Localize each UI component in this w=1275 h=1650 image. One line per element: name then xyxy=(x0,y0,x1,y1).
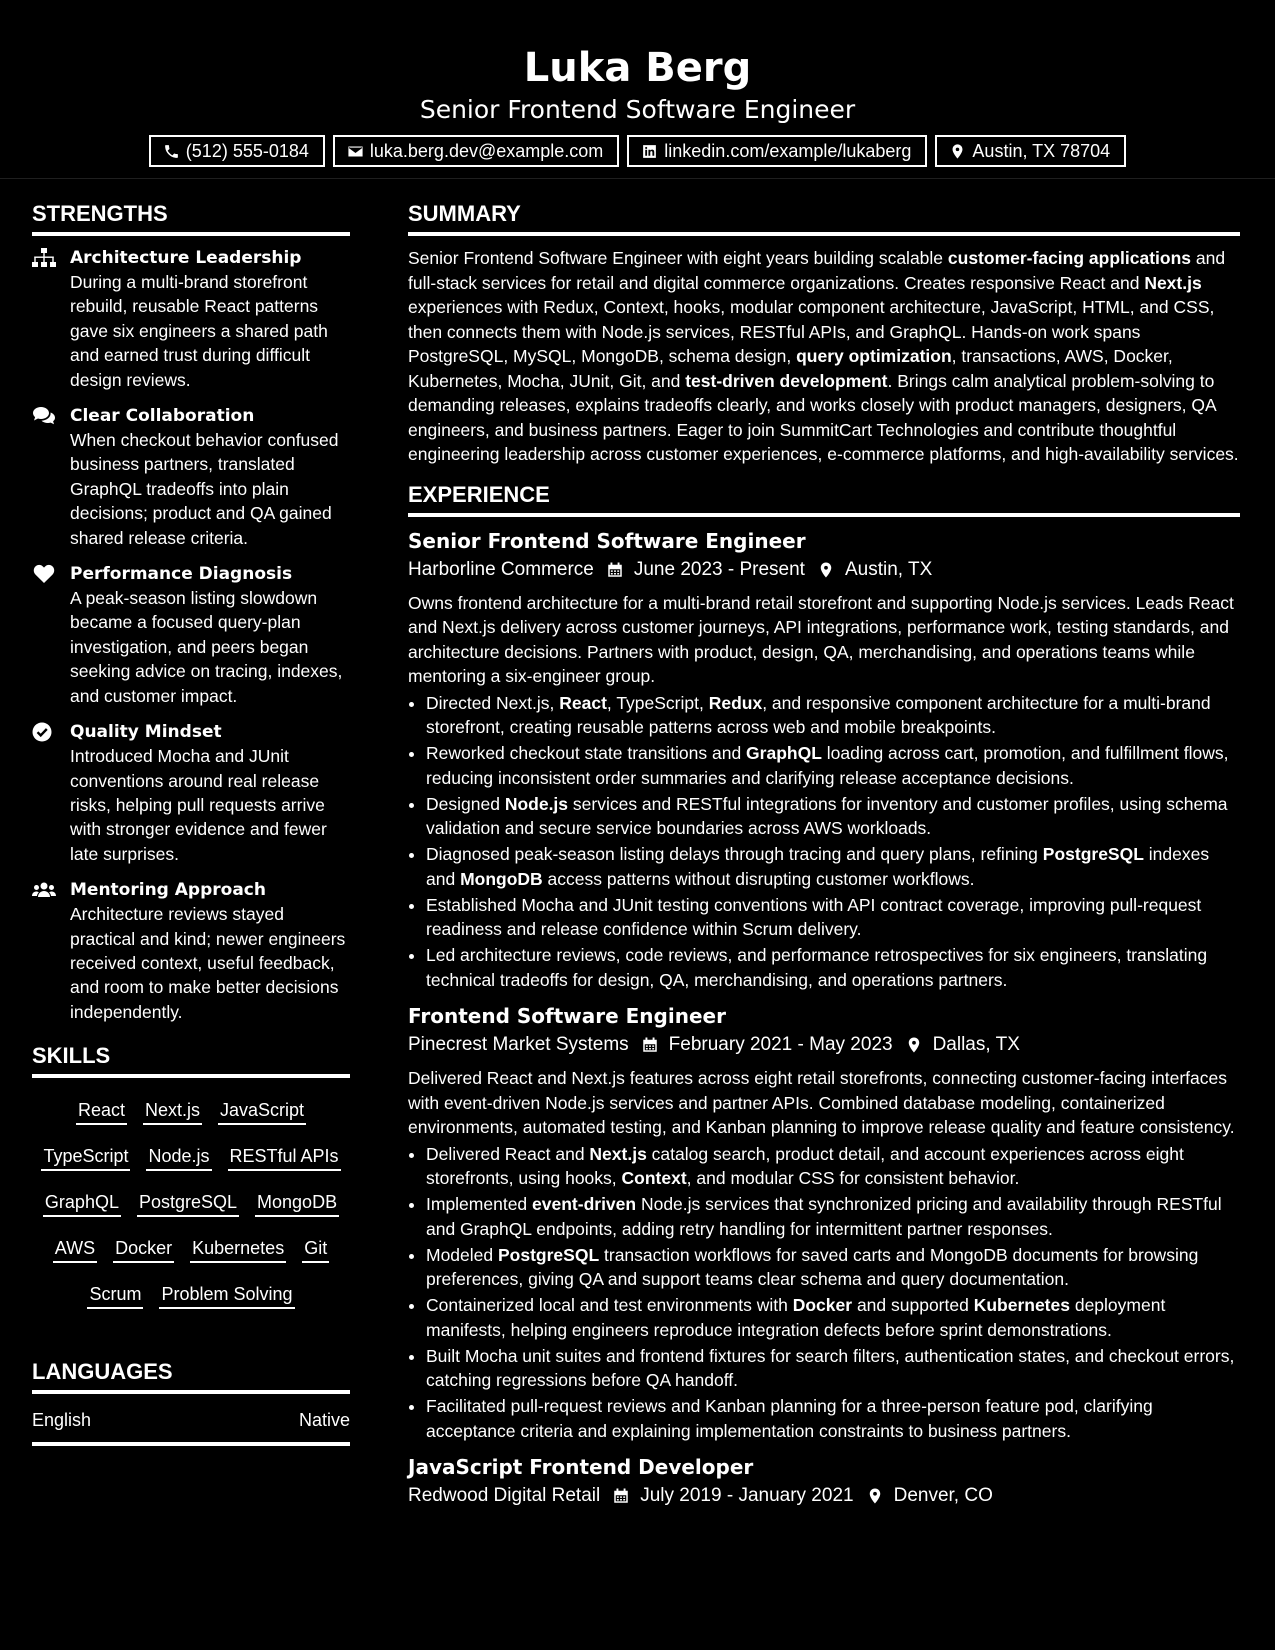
strength-item xyxy=(32,246,350,392)
text-run: Diagnosed peak-season listing delays through tracing and query plans, refining xyxy=(426,844,1043,864)
calendar-icon xyxy=(606,561,624,579)
text-run: services and RESTful integrations for inventory and customer profiles, using schema validation and secure service boundaries across AWS workloads. xyxy=(426,793,1228,838)
text-run: Delivered React and xyxy=(426,1143,590,1164)
emphasis-text: React xyxy=(559,692,607,713)
emphasis-text: PostgreSQL xyxy=(1042,844,1144,864)
job-entry xyxy=(408,527,1240,993)
heart-icon xyxy=(32,564,56,584)
emphasis-text: Next.js xyxy=(1144,272,1202,293)
language-level: Native xyxy=(298,1410,350,1431)
contact-bar xyxy=(0,135,1275,167)
job-entry xyxy=(408,1002,1240,1443)
candidate-title: Senior Frontend Software Engineer xyxy=(419,95,856,124)
contact-text: Austin, TX 78704 xyxy=(972,141,1111,161)
strength-item xyxy=(32,404,350,550)
job-location: Dallas, TX xyxy=(932,1034,1020,1055)
text-run: and supported xyxy=(852,1295,974,1315)
text-run: , and modular CSS for consistent behavior. xyxy=(686,1168,1020,1188)
text-run: , transactions, AWS, Docker, Kubernetes, Mocha, JUnit, Git, and xyxy=(408,346,1173,391)
skill-tag: Node.js xyxy=(146,1144,211,1171)
text-run: Senior Frontend Software Engineer with eight years building scalable xyxy=(408,248,948,268)
summary-heading: SUMMARY xyxy=(408,200,1240,236)
job-location: Denver, CO xyxy=(893,1485,993,1506)
job-dates: June 2023 - Present xyxy=(633,558,805,580)
strength-title: Mentoring Approach xyxy=(70,880,266,901)
text-run: , TypeScript, xyxy=(606,692,709,713)
text-run: Node.js services that synchronized pricing and availability through RESTful and GraphQL endpoints, adding retry handling for intermittent partner responses. xyxy=(426,1194,1222,1239)
language-item xyxy=(32,1408,350,1446)
emphasis-text: Docker xyxy=(792,1295,853,1315)
bullet-item xyxy=(426,691,1240,740)
map-pin-icon xyxy=(949,143,966,160)
job-description: Delivered React and Next.js features across eight retail storefronts, connecting customer-facing interfaces with event-driven Node.js services and partner APIs. Combined database modeling, containerized environments, automated testing, and Kanban planning to improve release quality and feature consistency. xyxy=(408,1068,1235,1137)
job-dates: July 2019 - January 2021 xyxy=(640,1485,854,1506)
linkedin-icon xyxy=(641,143,658,160)
text-run: access patterns without disrupting customer workflows. xyxy=(542,868,975,889)
skill-tag: GraphQL xyxy=(43,1190,121,1217)
sidebar-column xyxy=(32,200,350,1446)
emphasis-text: MongoDB xyxy=(460,868,543,889)
job-company: Redwood Digital Retail xyxy=(408,1485,601,1506)
bullet-item xyxy=(426,1293,1240,1342)
strength-title: Performance Diagnosis xyxy=(70,564,293,585)
skill-tag: TypeScript xyxy=(41,1144,130,1171)
strength-description: During a multi-brand storefront rebuild, reusable React patterns gave six engineers a shared path and earned trust during difficult design reviews. xyxy=(70,272,328,390)
strength-title: Architecture Leadership xyxy=(70,248,302,268)
emphasis-text: Context xyxy=(621,1168,687,1188)
emphasis-text: test-driven development xyxy=(685,370,888,391)
skill-tag: PostgreSQL xyxy=(137,1190,239,1217)
skill-tag: Scrum xyxy=(87,1282,143,1309)
text-run: transaction workflows for saved carts and MongoDB documents for browsing preferences, giving QA and support teams clear schema and query documentation. xyxy=(426,1244,1199,1289)
bullet-item xyxy=(426,1344,1240,1393)
emphasis-text: PostgreSQL xyxy=(498,1244,600,1265)
strength-title: Quality Mindset xyxy=(70,722,222,743)
skills-heading: SKILLS xyxy=(32,1042,350,1078)
summary-text xyxy=(408,246,1240,467)
languages-heading: LANGUAGES xyxy=(32,1358,350,1394)
job-dates: February 2021 - May 2023 xyxy=(668,1034,893,1055)
job-title: JavaScript Frontend Developer xyxy=(408,1455,754,1479)
text-run: indexes and xyxy=(426,844,1210,889)
strength-description: When checkout behavior confused business partners, translated GraphQL tradeoffs into plain decisions; product and QA gained shared release criteria. xyxy=(70,430,339,548)
text-run: Facilitated pull-request reviews and Kanban planning for a three-person feature pod, clarifying acceptance criteria and explaining implementation constraints to business partners. xyxy=(426,1396,1153,1441)
job-company: Harborline Commerce xyxy=(408,558,594,580)
text-run: experiences with Redux, Context, hooks, modular component architecture, JavaScript, HTML, and CSS, then connects them with Node.js services, RESTful APIs, and GraphQL. Hands-on work spans PostgreSQL, MySQL, MongoDB, schema design, xyxy=(408,297,1215,366)
strength-item xyxy=(32,878,350,1024)
job-company: Pinecrest Market Systems xyxy=(408,1034,629,1055)
job-meta xyxy=(408,1481,1240,1511)
skill-tag: RESTful APIs xyxy=(228,1144,341,1171)
job-description: Owns frontend architecture for a multi-brand retail storefront and supporting Node.js services. Leads React and Next.js delivery across customer journeys, API integrations, performance work, testing standards, and architecture decisions. Partners with product, design, QA, merchandising, and operations teams while mentoring a six-engineer group. xyxy=(408,592,1234,686)
text-run: Designed xyxy=(426,793,505,814)
bullet-item xyxy=(426,1243,1240,1292)
main-column xyxy=(408,200,1240,1521)
contact-text: (512) 555-0184 xyxy=(185,141,309,161)
contact-location[interactable] xyxy=(935,135,1126,167)
skill-tag: Next.js xyxy=(143,1098,202,1125)
language-name: English xyxy=(32,1410,92,1431)
experience-heading: EXPERIENCE xyxy=(408,481,1240,517)
text-run: Reworked checkout state transitions and xyxy=(426,743,747,763)
text-run: Built Mocha unit suites and frontend fixtures for search filters, authentication states, and checkout errors, catching regressions before QA handoff. xyxy=(426,1345,1235,1390)
contact-text: luka.berg.dev@example.com xyxy=(369,141,604,161)
strength-description: Architecture reviews stayed practical and kind; newer engineers received context, useful feedback, and room to make better decisions independently. xyxy=(70,904,346,1022)
map-pin-icon xyxy=(817,561,835,579)
candidate-name: Luka Berg xyxy=(523,45,752,91)
strength-description: A peak-season listing slowdown became a focused query-plan investigation, and peers began seeking advice on tracing, indexes, and customer impact. xyxy=(70,588,343,706)
phone-icon xyxy=(163,143,180,160)
bullet-item xyxy=(426,792,1240,841)
text-run: catalog search, product detail, and account experiences across eight storefronts, using hooks, xyxy=(426,1143,1184,1188)
envelope-icon xyxy=(347,143,364,160)
calendar-icon xyxy=(612,1487,630,1505)
contact-phone[interactable] xyxy=(149,135,325,167)
bullet-item xyxy=(426,842,1240,891)
job-entry xyxy=(408,1453,1240,1511)
text-run: Led architecture reviews, code reviews, and performance retrospectives for six engineers, translating technical tradeoffs for design, QA, merchandising, and operations partners. xyxy=(426,945,1208,990)
text-run: Directed Next.js, xyxy=(426,692,560,713)
skills-list xyxy=(32,1088,350,1318)
strength-description: Introduced Mocha and JUnit conventions around real release risks, helping pull requests arrive with stronger evidence and fewer late surprises. xyxy=(70,746,327,864)
emphasis-text: Next.js xyxy=(589,1143,647,1164)
resume-header xyxy=(0,0,1275,179)
map-pin-icon xyxy=(905,1036,923,1054)
calendar-icon xyxy=(641,1036,659,1054)
text-run: loading across cart, promotion, and fulfillment flows, reducing inconsistent order summaries and clarifying release acceptance decisions. xyxy=(426,743,1229,788)
text-run: , and responsive component architecture for a multi-brand storefront, creating reusable patterns across web and mobile breakpoints. xyxy=(426,692,1211,737)
skill-tag: Problem Solving xyxy=(159,1282,294,1309)
emphasis-text: customer-facing applications xyxy=(947,248,1192,268)
text-run: . Brings calm analytical problem-solving to demanding releases, explains tradeoffs clearly, and works closely with product managers, designers, QA engineers, and business partners. Eager to join SummitCart Technologies and contribute thoughtful engineering leadership across customer experiences, e-commerce platforms, and high-availability services. xyxy=(408,370,1239,464)
emphasis-text: Kubernetes xyxy=(973,1295,1070,1315)
contact-email[interactable] xyxy=(333,135,619,167)
skill-tag: AWS xyxy=(53,1236,97,1263)
strengths-heading: STRENGTHS xyxy=(32,200,350,236)
strength-title: Clear Collaboration xyxy=(70,406,255,427)
emphasis-text: query optimization xyxy=(796,346,952,366)
strength-item xyxy=(32,720,350,866)
job-location: Austin, TX xyxy=(844,558,933,580)
job-meta xyxy=(408,555,1240,585)
bullet-item xyxy=(426,1142,1240,1191)
job-meta xyxy=(408,1030,1240,1060)
text-run: Implemented xyxy=(426,1194,533,1214)
users-icon xyxy=(32,880,56,900)
job-title: Frontend Software Engineer xyxy=(408,1004,726,1028)
job-bullets xyxy=(408,691,1240,993)
contact-text: linkedin.com/example/lukaberg xyxy=(664,141,912,161)
bullet-item xyxy=(426,943,1240,992)
skill-tag: Git xyxy=(302,1236,329,1263)
bullet-item xyxy=(426,741,1240,790)
text-run: Modeled xyxy=(426,1244,498,1265)
map-pin-icon xyxy=(866,1487,884,1505)
skill-tag: Docker xyxy=(113,1236,174,1263)
skill-tag: Kubernetes xyxy=(190,1236,286,1263)
job-title: Senior Frontend Software Engineer xyxy=(408,528,806,553)
skill-tag: JavaScript xyxy=(218,1098,306,1125)
comments-icon xyxy=(32,406,56,426)
emphasis-text: event-driven xyxy=(532,1194,637,1214)
text-run: Containerized local and test environments with xyxy=(426,1295,793,1315)
strength-item xyxy=(32,562,350,708)
skill-tag: React xyxy=(76,1098,127,1125)
emphasis-text: Node.js xyxy=(504,793,569,814)
check-circle-icon xyxy=(32,722,56,742)
bullet-item xyxy=(426,893,1240,942)
emphasis-text: Redux xyxy=(708,692,763,713)
bullet-item xyxy=(426,1394,1240,1443)
emphasis-text: GraphQL xyxy=(746,743,822,763)
text-run: Established Mocha and JUnit testing conventions with API contract coverage, improving pull-request readiness and release confidence within Scrum delivery. xyxy=(426,894,1202,939)
bullet-item xyxy=(426,1192,1240,1241)
skill-tag: MongoDB xyxy=(255,1190,339,1217)
contact-linkedin[interactable] xyxy=(627,135,927,167)
sitemap-icon xyxy=(32,248,56,268)
text-run: and full-stack services for retail and digital commerce organizations. Creates responsive React and xyxy=(408,248,1226,293)
job-bullets xyxy=(408,1142,1240,1444)
text-run: deployment manifests, helping engineers reproduce integration defects before sprint demonstrations. xyxy=(426,1295,1166,1340)
experience-list xyxy=(408,527,1240,1512)
